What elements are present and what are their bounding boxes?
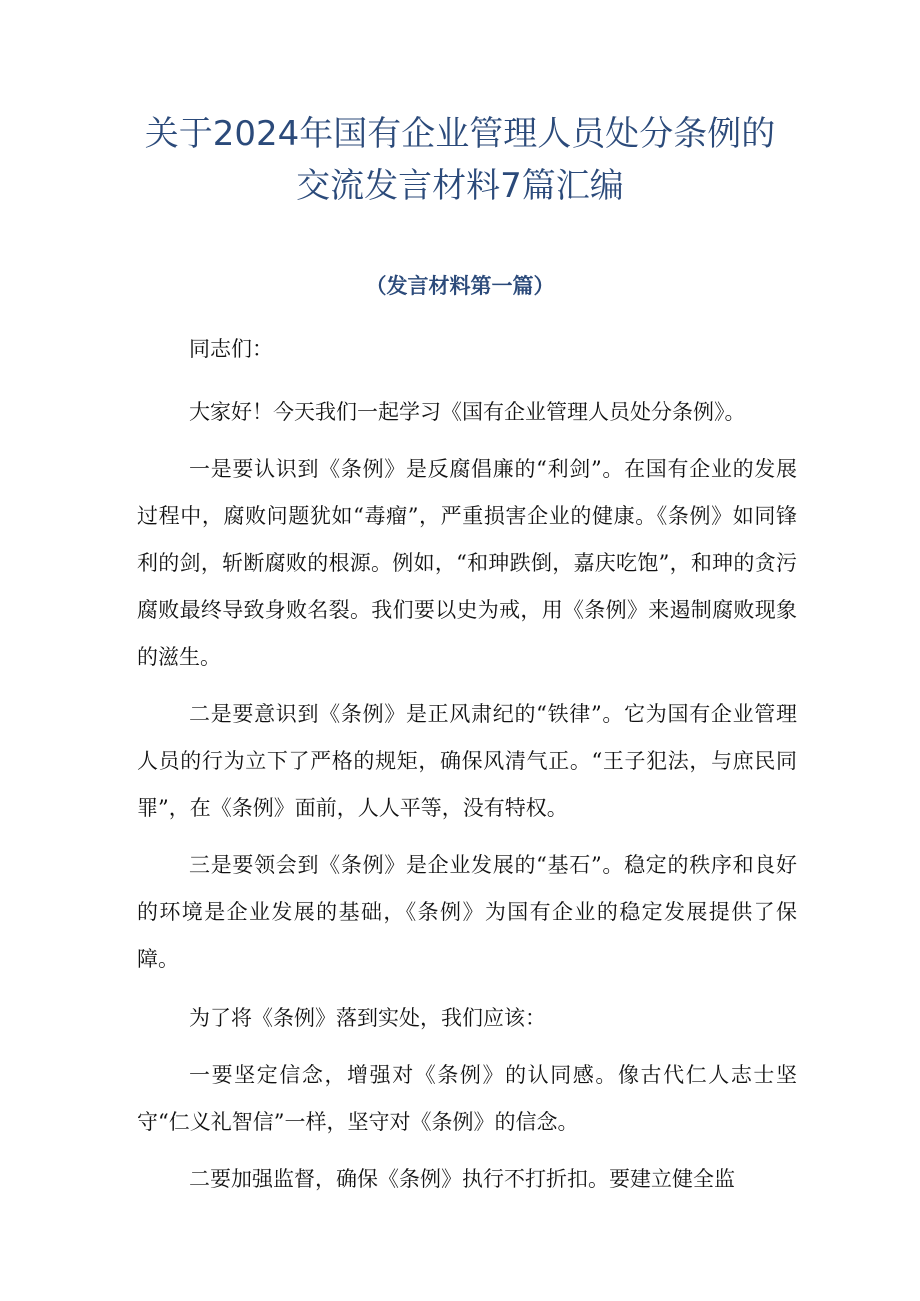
paragraph-action-1: 一要坚定信念，增强对《条例》的认同感。像古代仁人志士坚守“仁义礼智信”一样，坚守对《条例》的信念。 <box>137 1063 797 1134</box>
paragraph-intro: 大家好！今天我们一起学习《国有企业管理人员处分条例》。 <box>189 400 746 424</box>
paragraph-actions-lead: 为了将《条例》落到实处，我们应该： <box>189 1006 546 1030</box>
paragraph-action-2: 二要加强监督，确保《条例》执行不打折扣。要建立健全监 <box>189 1167 735 1191</box>
document-title-line-1: 关于2024年国有企业管理人员处分条例的 <box>144 114 776 154</box>
document-title-line-2: 交流发言材料7篇汇编 <box>296 166 624 206</box>
document-title <box>0 108 920 212</box>
greeting: 同志们： <box>189 337 273 361</box>
paragraph-point-1: 一是要认识到《条例》是反腐倡廉的“利剑”。在国有企业的发展过程中，腐败问题犹如“毒瘤”，严重损害企业的健康。《条例》如同锋利的剑，斩断腐败的根源。例如，“和珅跌倒，嘉庆吃饱”，和珅的贪污腐败最终导致身败名裂。我们要以史为戒，用《条例》来遏制腐败现象的滋生。 <box>137 457 797 669</box>
section-heading: （发言材料第一篇） <box>365 273 555 298</box>
document-body <box>137 326 797 1213</box>
paragraph-point-3: 三是要领会到《条例》是企业发展的“基石”。稳定的秩序和良好的环境是企业发展的基础，《条例》为国有企业的稳定发展提供了保障。 <box>137 853 797 971</box>
paragraph-point-2: 二是要意识到《条例》是正风肃纪的“铁律”。它为国有企业管理人员的行为立下了严格的规矩，确保风清气正。“王子犯法，与庶民同罪”，在《条例》面前，人人平等，没有特权。 <box>137 702 797 820</box>
